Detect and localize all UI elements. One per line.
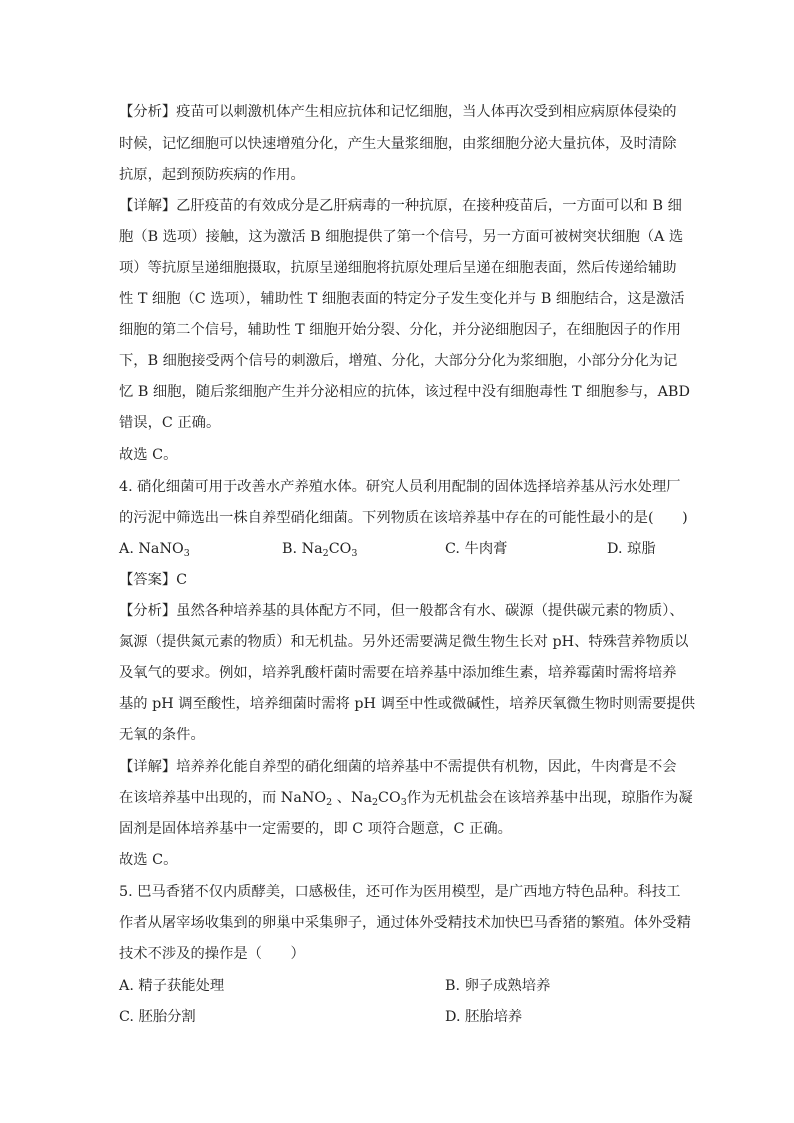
q3-detail-line: 忆 B 细胞，随后浆细胞产生并分泌相应的抗体，该过程中没有细胞毒性 T 细胞参与，ABD [119,384,690,400]
q4-stem-line: 4. 硝化细菌可用于改善水产养殖水体。研究人员利用配制的固体选择培养基从污水处理厂 [119,479,681,495]
q4-analysis-line: 氮源（提供氮元素的物质）和无机盐。另外还需要满足微生物生长对 pH、特殊营养物质以 [119,634,689,650]
q3-detail-line: 胞（B 选项）接触，这为激活 B 细胞提供了第一个信号，另一方面可被树突状细胞（A 选 [119,229,684,245]
q4-option-a: A. NaNO$_3$ [119,541,190,559]
q4-answer: 【答案】C [119,572,188,588]
q4-detail-line: 在该培养基中出现的，而 NaNO$_2$ 、$Na_2CO_3$作为无机盐会在该培养基中出现，琼脂作为凝 [119,790,693,808]
q5-option-d: D. 胚胎培养 [445,1009,523,1025]
q4-analysis-line: 基的 pH 调至酸性，培养细菌时需将 pH 调至中性或微碱性，培养厌氧微生物时则需要提供 [119,696,696,712]
q5-stem-line: 技术不涉及的操作是（ ） [119,946,305,962]
q4-conclusion: 故选 C。 [119,852,178,868]
q3-detail-line: 【详解】乙肝疫苗的有效成分是乙肝病毒的一种抗原，在接种疫苗后，一方面可以和 B 细 [119,198,682,214]
q3-detail-line: 项）等抗原呈递细胞摄取，抗原呈递细胞将抗原处理后呈递在细胞表面，然后传递给辅助 [119,260,677,276]
q3-analysis-line: 时候，记忆细胞可以快速增殖分化，产生大量浆细胞，由浆细胞分泌大量抗体，及时清除 [119,136,677,152]
q3-analysis-line: 【分析】疫苗可以刺激机体产生相应抗体和记忆细胞，当人体再次受到相应病原体侵染的 [119,104,677,120]
q3-detail-line: 下，B 细胞接受两个信号的刺激后，增殖、分化，大部分分化为浆细胞，小部分分化为记 [119,353,678,369]
q3-detail-line: 性 T 细胞（C 选项），辅助性 T 细胞表面的特定分子发生变化并与 B 细胞结合，这是激活 [119,291,685,307]
q4-analysis-line: 及氧气的要求。例如，培养乳酸杆菌时需要在培养基中添加维生素，培养霉菌时需将培养 [119,665,677,681]
q3-detail-line: 错误，C 正确。 [119,415,221,431]
q5-stem-line: 作者从屠宰场收集到的卵巢中采集卵子，通过体外受精技术加快巴马香猪的繁殖。体外受精 [119,915,691,931]
q5-option-a: A. 精子获能处理 [119,978,225,994]
q4-option-b: B. $Na_2CO_3$ [282,541,358,559]
q4-analysis-line: 无氧的条件。 [119,727,205,743]
q4-stem-line: 的污泥中筛选出一株自养型硝化细菌。下列物质在该培养基中存在的可能性最小的是( ) [119,510,688,526]
q4-analysis-line: 【分析】虽然各种培养基的具体配方不同，但一般都含有水、碳源（提供碳元素的物质）、 [119,603,684,619]
q3-detail-line: 细胞的第二个信号，辅助性 T 细胞开始分裂、分化，并分泌细胞因子，在细胞因子的作用 [119,322,681,338]
q5-option-b: B. 卵子成熟培养 [445,978,551,994]
q5-stem-line: 5. 巴马香猪不仅内质酵美，口感极佳，还可作为医用模型，是广西地方特色品种。科技工 [119,884,681,900]
q4-option-c: C. 牛肉膏 [445,541,508,557]
q3-analysis-line: 抗原，起到预防疾病的作用。 [119,167,305,183]
q4-detail-line: 【详解】培养养化能自养型的硝化细菌的培养基中不需提供有机物，因此，牛肉膏是不会 [119,759,677,775]
q4-detail-line: 固剂是固体培养基中一定需要的，即 C 项符合题意，C 正确。 [119,821,512,837]
q3-conclusion: 故选 C。 [119,447,178,463]
q4-option-d: D. 琼脂 [607,541,656,557]
q5-option-c: C. 胚胎分割 [119,1009,196,1025]
